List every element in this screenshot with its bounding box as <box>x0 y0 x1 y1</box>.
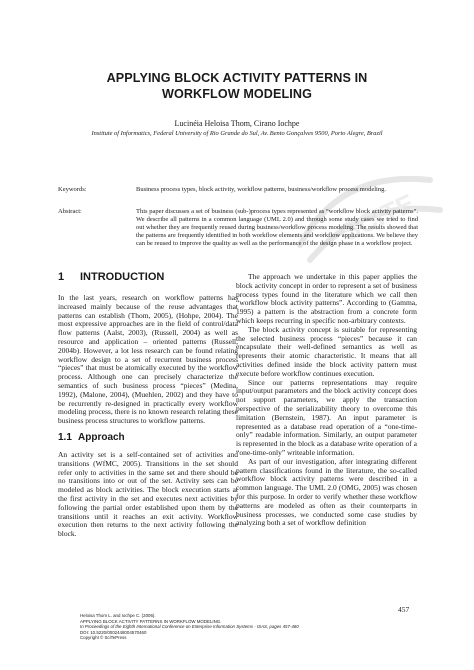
footer-line: APPLYING BLOCK ACTIVITY PATTERNS IN WORKFLOW MODELING. <box>80 618 222 624</box>
abstract-label: Abstract: <box>58 208 82 215</box>
body-paragraph: As part of our investigation, after integrating different pattern classifications found in the literature, the so-called workflow block activity patterns were described in a common language. The UML 2.0 (OMG, 2005) was chosen for this purpose. In order to verify whether these workflow patterns are modeled as often as their counterparts in business processes, we conducted some case studies by analyzing both a set of workflow definition <box>236 456 417 528</box>
section-heading-introduction <box>58 271 164 284</box>
title-line-2: WORKFLOW MODELING <box>161 87 312 101</box>
footer-line: In Proceedings of the Eighth International Conference on Enterprise Information Systems - ISAS, pages 457-460 <box>80 624 299 630</box>
right-column <box>236 273 417 528</box>
footer-line: DOI: 10.5220/0002448004570460 <box>80 629 147 635</box>
footer-line: Heloisa Thom L. and Iochpe C. (2006). <box>80 613 156 618</box>
citation-footer <box>80 613 299 641</box>
body-paragraph: An activity set is a self-contained set of activities and transitions (WfMC, 2005). Transitions in the set should refer only to activities in the same set and there should be no transitions into or out of the set. Activity sets can be modeled as block activities. The block execution starts at the first activity in the set and executes next activities by following the partial order established upon them by the transitions until it reaches an exit activity. Workflow execution then returns to the next activity following the block. <box>58 450 238 539</box>
title-line-1: APPLYING BLOCK ACTIVITY PATTERNS IN <box>106 71 368 85</box>
page-number: 457 <box>398 605 410 614</box>
abstract-text: This paper discusses a set of business (sub-)process types represented as “workflow block activity patterns”. We describe all patterns in a common language (UML 2.0) and through some study cases we tried to find out whether they are frequently reused during business/workflow process modeling. The results showed that the patterns are frequently identified in both workflow elements and workflow applications. We believe they can be reused to improve the quality as well as the performance of the design phase in a workflow project. <box>136 208 418 247</box>
paper-title <box>60 70 414 102</box>
affiliation: Institute of Informatics, Federal University of Rio Grande do Sul, Av. Bento Gonçalves 9500, Porto Alegre, Brazil <box>91 130 383 137</box>
authors: Lucinéia Heloisa Thom, Cirano Iochpe <box>174 119 300 128</box>
svg-text:SCITE: SCITE <box>336 187 419 248</box>
body-paragraph: The block activity concept is suitable for representing the selected business process “pieces” because it can encapsulate their well-defined semantics as well as represents their atomic characteristic. It means that all activities defined inside the block activity pattern must execute before workflow continues execution. <box>236 324 417 378</box>
subsection-heading-approach <box>58 432 125 444</box>
keywords-text: Business process types, block activity, workflow patterns, business/workflow process modeling. <box>136 186 386 193</box>
keywords-label: Keywords: <box>58 186 87 193</box>
section-title: INTRODUCTION <box>80 271 165 283</box>
body-paragraph: In the last years, research on workflow patterns has increased mainly because of the reuse advantages that patterns can establish (Thom, 2005), (Hohpe, 2004). The most expressive approaches are in the field of control/data flow patterns (Aalst, 2003), (Russell, 2004) as well as resource and application – oriented patterns (Russell, 2004b). However, a lot less research can be found relating workflow design to a set of recurrent business process “pieces” that must be atomically executed by the workflow process. Although one can precisely characterize the semantics of such business process “pieces” (Medina, 1992), (Malone, 2004), (Muehlen, 2002) and they have to be recurrently re-designed in practically every workflow modeling process, there is no known research relating these business process structures to workflow patterns. <box>58 293 238 426</box>
subsection-title: Approach <box>78 432 125 443</box>
body-paragraph: The approach we undertake in this paper applies the block activity concept in order to represent a set of business process types found in the literature which we call then “workflow block activity patterns”. According to (Gamma, 1995) a pattern is the abstraction from a concrete form which keeps recurring in specific non-arbitrary contexts. <box>236 272 417 325</box>
intro-paragraph <box>58 294 238 426</box>
section-number: 1 <box>58 271 65 283</box>
approach-paragraph <box>58 451 238 539</box>
subsection-number: 1.1 <box>58 432 72 443</box>
body-paragraph: Since our patterns representations may require input/output parameters and the block activity concept does not support parameters, we apply the transaction perspective of the serializability theory to overcome this limitation (Bernstein, 1987). An input parameter is represented as a database read operation of a “one-time-only” readable information. Similarly, an output parameter is represented in the block as a database write operation of a “one-time-only” writeable information. <box>236 377 417 457</box>
footer-line: Copyright © SciTePress <box>80 635 127 641</box>
